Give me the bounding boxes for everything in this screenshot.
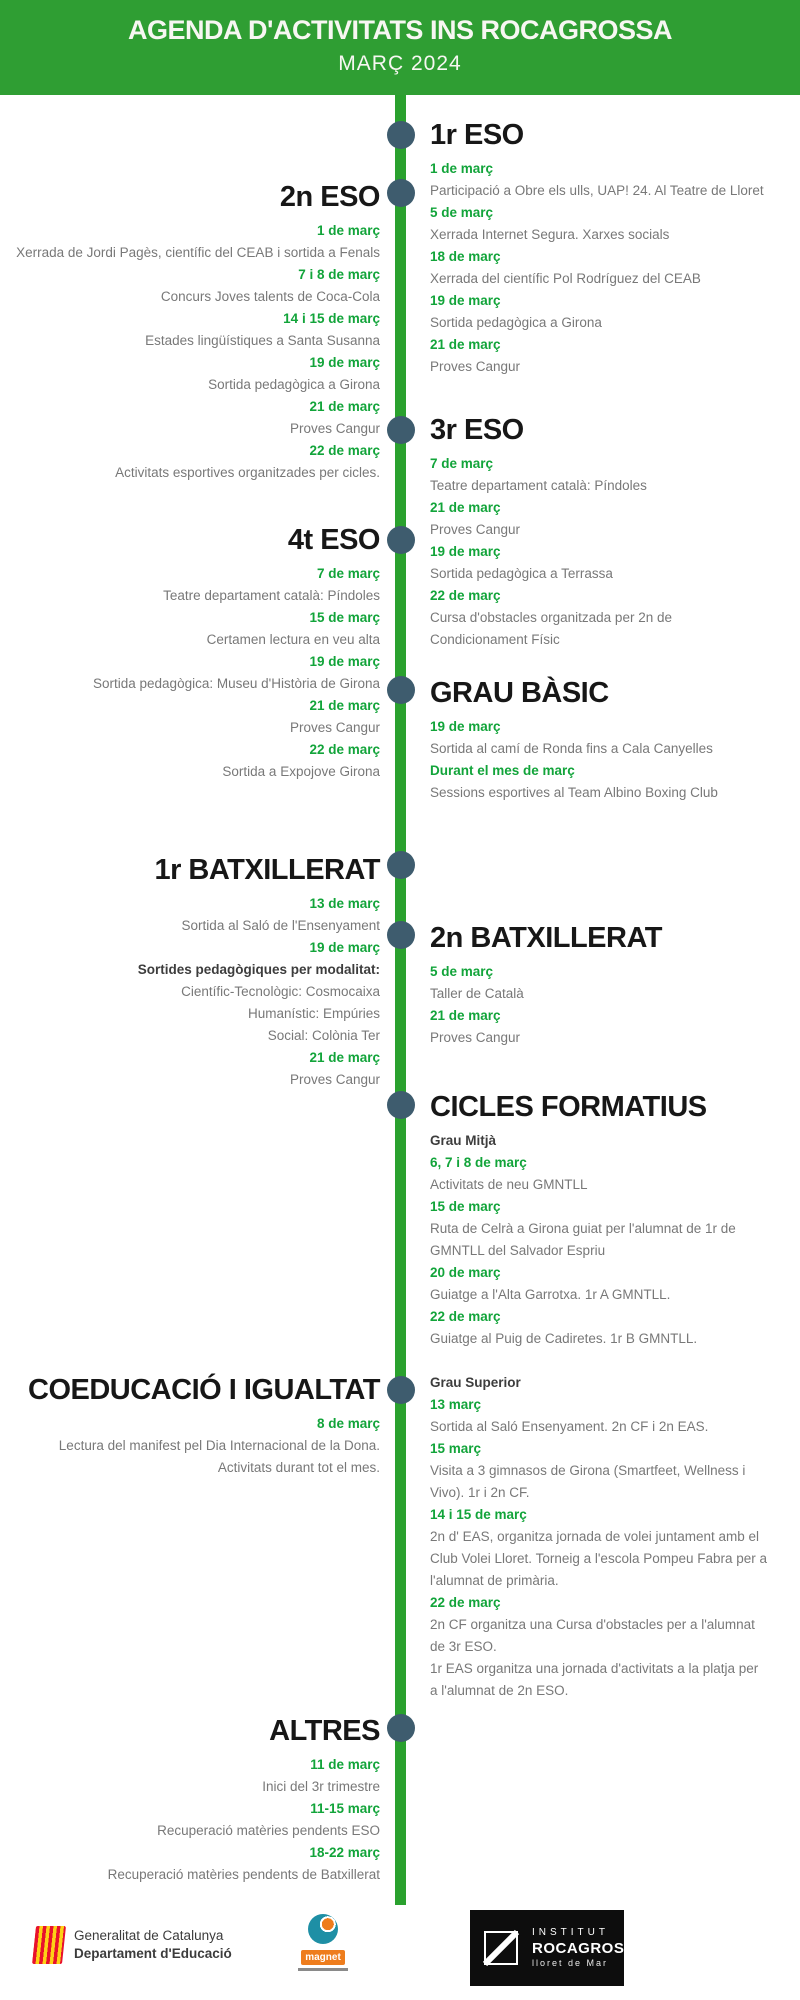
rocagrossa-mark-icon	[478, 1925, 524, 1971]
event-line: GMNTLL del Salvador Espriu	[430, 1243, 606, 1258]
event-date: 19 de març	[309, 355, 380, 370]
page-subtitle: MARÇ 2024	[338, 52, 462, 75]
rocagrossa-text	[532, 1926, 646, 1970]
event-date: 21 de març	[430, 1008, 501, 1023]
group-subheader: Grau Mitjà	[430, 1133, 497, 1148]
event-line: Sortides pedagògiques per modalitat:	[137, 962, 380, 977]
event-line: Proves Cangur	[430, 522, 521, 537]
event-date: 20 de març	[430, 1265, 501, 1280]
section-title: GRAU BÀSIC	[430, 677, 609, 709]
event-line: Concurs Joves talents de Coca-Cola	[160, 289, 380, 304]
event-line: Activitats durant tot el mes.	[217, 1460, 380, 1475]
event-date: 21 de març	[309, 698, 380, 713]
section-title: 2n ESO	[279, 181, 380, 213]
event-line: 1r EAS organitza una jornada d'activitats a la platja per	[430, 1661, 759, 1676]
group-subheader: Grau Superior	[430, 1375, 521, 1390]
magnet-label: magnet	[301, 1950, 345, 1965]
event-date: 21 de març	[309, 1050, 380, 1065]
event-date: 5 de març	[430, 964, 494, 979]
event-line: Sortida pedagògica a Terrassa	[430, 566, 613, 581]
event-date: 19 de març	[309, 940, 380, 955]
event-date: 14 i 15 de març	[430, 1507, 527, 1522]
section-grau-basic	[430, 678, 782, 804]
event-line: a l'alumnat de 2n ESO.	[430, 1683, 569, 1698]
timeline-dot	[387, 676, 415, 704]
event-date: 1 de març	[430, 161, 494, 176]
institut-rocagrossa-logo	[470, 1910, 647, 1986]
footer	[0, 1906, 800, 2000]
event-line: Taller de Català	[430, 986, 524, 1001]
page-title: AGENDA D'ACTIVITATS INS ROCAGROSSA	[128, 15, 672, 45]
event-date: 21 de març	[430, 337, 501, 352]
event-line: Xerrada del científic Pol Rodríguez del CEAB	[430, 271, 701, 286]
event-line: Sortida al camí de Ronda fins a Cala Canyelles	[430, 741, 713, 756]
section-2n-eso	[12, 182, 380, 484]
event-date: 22 de març	[309, 742, 380, 757]
generalitat-line1: Generalitat de Catalunya	[74, 1928, 224, 1943]
section-body	[430, 158, 782, 378]
event-date: 1 de març	[316, 223, 380, 238]
event-date: 7 de març	[316, 566, 380, 581]
event-line: Proves Cangur	[289, 421, 380, 436]
event-line: de 3r ESO.	[430, 1639, 497, 1654]
event-date: 22 de març	[430, 588, 501, 603]
event-date: 21 de març	[309, 399, 380, 414]
event-line: Cursa d'obstacles organitzada per 2n de	[430, 610, 672, 625]
event-line: Proves Cangur	[289, 720, 380, 735]
event-date: 8 de març	[316, 1416, 380, 1431]
event-line: Recuperació matèries pendents ESO	[157, 1823, 380, 1838]
magnet-microtext	[298, 1968, 348, 1971]
timeline-dot	[387, 526, 415, 554]
section-body	[430, 453, 782, 651]
section-body	[12, 220, 380, 484]
event-date: 11-15 març	[310, 1801, 380, 1816]
event-line: Teatre departament català: Píndoles	[430, 478, 647, 493]
event-date: 18 de març	[430, 249, 501, 264]
event-date: Durant el mes de març	[430, 763, 575, 778]
section-title: 3r ESO	[430, 414, 524, 446]
timeline-dot	[387, 1091, 415, 1119]
section-title: 2n BATXILLERAT	[430, 922, 662, 954]
event-date: 15 de març	[309, 610, 380, 625]
event-date: 7 de març	[430, 456, 494, 471]
event-date: 18-22 març	[309, 1845, 380, 1860]
timeline-dot	[387, 179, 415, 207]
section-body	[430, 961, 782, 1049]
event-line: Social: Colònia Ter	[267, 1028, 380, 1043]
event-date: 22 de març	[430, 1309, 501, 1324]
event-line: Estades lingüístiques a Santa Susanna	[145, 333, 380, 348]
header-banner	[0, 0, 800, 95]
section-body	[12, 1413, 380, 1479]
event-date: 11 de març	[310, 1757, 380, 1772]
event-line: 2n CF organitza una Cursa d'obstacles per a l'alumnat	[430, 1617, 755, 1632]
section-title: ALTRES	[269, 1715, 380, 1747]
event-line: Xerrada Internet Segura. Xarxes socials	[430, 227, 670, 242]
rocagrossa-line3: lloret de Mar	[532, 1958, 609, 1968]
event-line: Condicionament Físic	[430, 632, 560, 647]
event-line: Ruta de Celrà a Girona guiat per l'alumnat de 1r de	[430, 1221, 736, 1236]
section-1r-batxillerat	[12, 855, 380, 1091]
section-body	[12, 563, 380, 783]
rocagrossa-line2: ROCAGROSSA	[532, 1940, 647, 1957]
magnet-icon	[308, 1914, 338, 1944]
event-line: Sortida pedagògica: Museu d'Història de Girona	[93, 676, 380, 691]
timeline-line	[395, 95, 406, 1905]
event-date: 22 de març	[430, 1595, 501, 1610]
event-line: Científic-Tecnològic: Cosmocaixa	[181, 984, 380, 999]
section-body	[430, 1130, 782, 1702]
event-line: Lectura del manifest pel Dia Internacional de la Dona.	[58, 1438, 380, 1453]
event-date: 5 de març	[430, 205, 494, 220]
section-body	[12, 1754, 380, 1886]
rocagrossa-line1: INSTITUT	[532, 1927, 609, 1938]
event-line: Xerrada de Jordi Pagès, científic del CEAB i sortida a Fenals	[16, 245, 380, 260]
generalitat-line2: Departament d'Educació	[74, 1946, 232, 1961]
event-line: Proves Cangur	[430, 359, 521, 374]
section-cicles-formatius	[430, 1092, 782, 1702]
event-line: Inici del 3r trimestre	[262, 1779, 380, 1794]
section-coeducacio-igualtat	[12, 1375, 380, 1479]
event-date: 15 de març	[430, 1199, 501, 1214]
timeline-dot	[387, 121, 415, 149]
section-1r-eso	[430, 120, 782, 378]
event-line: l'alumnat de primària.	[430, 1573, 559, 1588]
event-date: 19 de març	[430, 719, 501, 734]
section-title: 4t ESO	[287, 524, 380, 556]
event-line: Club Volei Lloret. Torneig a l'escola Pompeu Fabra per a	[430, 1551, 768, 1566]
section-title: CICLES FORMATIUS	[430, 1091, 707, 1123]
event-date: 15 març	[430, 1441, 482, 1456]
event-line: Proves Cangur	[289, 1072, 380, 1087]
timeline-dot	[387, 851, 415, 879]
event-line: Teatre departament català: Píndoles	[163, 588, 380, 603]
generalitat-text	[74, 1927, 232, 1963]
timeline-dot	[387, 416, 415, 444]
event-line: Sessions esportives al Team Albino Boxing Club	[430, 785, 718, 800]
magnet-logo	[292, 1914, 354, 1971]
section-body	[430, 716, 782, 804]
event-date: 13 de març	[309, 896, 380, 911]
section-title: COEDUCACIÓ I IGUALTAT	[28, 1374, 380, 1406]
event-line: Guiatge a l'Alta Garrotxa. 1r A GMNTLL.	[430, 1287, 671, 1302]
event-line: Guiatge al Puig de Cadiretes. 1r B GMNTLL.	[430, 1331, 698, 1346]
event-date: 19 de març	[309, 654, 380, 669]
section-title: 1r ESO	[430, 119, 524, 151]
event-date: 22 de març	[309, 443, 380, 458]
event-date: 14 i 15 de març	[283, 311, 380, 326]
section-3r-eso	[430, 415, 782, 651]
section-altres	[12, 1716, 380, 1886]
event-date: 19 de març	[430, 544, 501, 559]
event-date: 13 març	[430, 1397, 482, 1412]
event-line: Sortida al Saló de l'Ensenyament	[181, 918, 380, 933]
section-2n-batxillerat	[430, 923, 782, 1049]
senyera-icon	[32, 1926, 66, 1964]
event-line: Visita a 3 gimnasos de Girona (Smartfeet, Wellness i	[430, 1463, 746, 1478]
event-line: Vivo). 1r i 2n CF.	[430, 1485, 530, 1500]
timeline-dot	[387, 1376, 415, 1404]
event-line: Participació a Obre els ulls, UAP! 24. Al Teatre de Lloret	[430, 183, 764, 198]
event-line: Sortida pedagògica a Girona	[430, 315, 602, 330]
event-date: 7 i 8 de març	[298, 267, 380, 282]
event-date: 19 de març	[430, 293, 501, 308]
event-date: 21 de març	[430, 500, 501, 515]
event-line: Activitats esportives organitzades per cicles.	[115, 465, 380, 480]
section-title: 1r BATXILLERAT	[154, 854, 380, 886]
event-date: 6, 7 i 8 de març	[430, 1155, 527, 1170]
event-line: Sortida a Expojove Girona	[222, 764, 380, 779]
section-4t-eso	[12, 525, 380, 783]
event-line: Sortida al Saló Ensenyament. 2n CF i 2n EAS.	[430, 1419, 709, 1434]
event-line: Proves Cangur	[430, 1030, 521, 1045]
event-line: Activitats de neu GMNTLL	[430, 1177, 588, 1192]
event-line: Recuperació matèries pendents de Batxillerat	[107, 1867, 380, 1882]
event-line: 2n d' EAS, organitza jornada de volei juntament amb el	[430, 1529, 760, 1544]
event-line: Certamen lectura en veu alta	[206, 632, 380, 647]
timeline-dot	[387, 921, 415, 949]
event-line: Humanístic: Empúries	[247, 1006, 380, 1021]
generalitat-logo	[34, 1926, 232, 1964]
event-line: Sortida pedagògica a Girona	[208, 377, 380, 392]
section-body	[12, 893, 380, 1091]
timeline-dot	[387, 1714, 415, 1742]
